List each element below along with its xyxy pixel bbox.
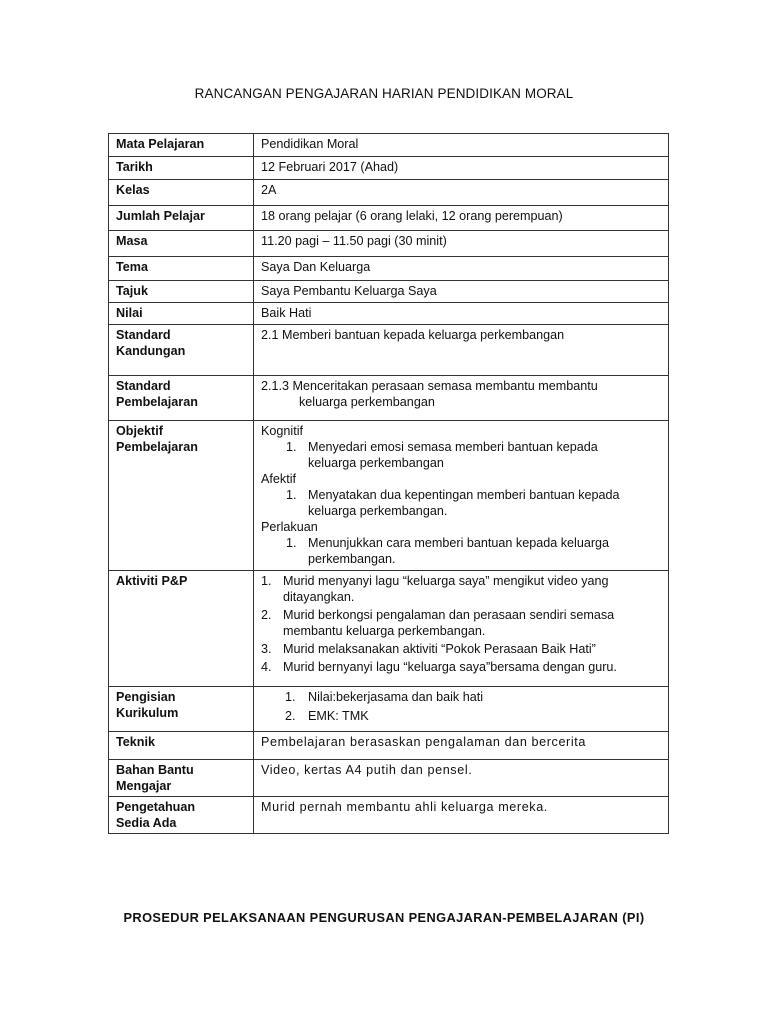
list-item xyxy=(261,659,662,675)
list-text: Murid berkongsi pengalaman dan perasaan sendiri semasa membantu keluarga perkembangan. xyxy=(283,608,615,638)
row-value-standard-pembelajaran xyxy=(254,376,669,421)
label-line: Pembelajaran xyxy=(116,440,198,454)
list-text: Murid bernyanyi lagu “keluarga saya”bersama dengan guru. xyxy=(283,660,617,674)
row-value-bahan: Video, kertas A4 putih dan pensel. xyxy=(254,760,669,797)
list-number: 4. xyxy=(261,660,272,674)
list-number: 1. xyxy=(286,536,297,550)
list-text: Menyatakan dua kepentingan memberi bantuan kepada keluarga perkembangan. xyxy=(308,488,620,518)
row-value-tajuk: Saya Pembantu Keluarga Saya xyxy=(254,281,669,303)
table-row xyxy=(109,732,669,760)
table-row xyxy=(109,134,669,157)
row-value-standard-kandungan: 2.1 Memberi bantuan kepada keluarga perkembangan xyxy=(254,325,669,376)
row-label-tema: Tema xyxy=(109,257,254,281)
list-number: 2. xyxy=(285,709,296,723)
table-row xyxy=(109,421,669,571)
row-label-pengisian xyxy=(109,687,254,732)
table-row xyxy=(109,376,669,421)
row-label-bahan xyxy=(109,760,254,797)
label-line: Standard xyxy=(116,328,171,342)
row-value-masa: 11.20 pagi – 11.50 pagi (30 minit) xyxy=(254,231,669,257)
list-item xyxy=(286,487,662,519)
label-line: Pembelajaran xyxy=(116,395,198,409)
table-row xyxy=(109,206,669,231)
lesson-plan-table xyxy=(108,133,669,834)
section-heading: PROSEDUR PELAKSANAAN PENGURUSAN PENGAJARAN-PEMBELAJARAN (PI) xyxy=(123,910,645,925)
table-row xyxy=(109,760,669,797)
list-text: EMK: TMK xyxy=(308,709,369,723)
row-label-tajuk: Tajuk xyxy=(109,281,254,303)
list-item xyxy=(261,607,662,639)
table-row xyxy=(109,303,669,325)
label-line: Pengetahuan xyxy=(116,800,196,814)
row-value-pengetahuan: Murid pernah membantu ahli keluarga mereka. xyxy=(254,797,669,834)
row-value-tarikh: 12 Februari 2017 (Ahad) xyxy=(254,157,669,180)
list-number: 1. xyxy=(286,440,297,454)
row-label-pengetahuan xyxy=(109,797,254,834)
row-label-standard-pembelajaran xyxy=(109,376,254,421)
label-line: Objektif xyxy=(116,424,163,438)
list-number: 1. xyxy=(286,488,297,502)
list-text: Menunjukkan cara memberi bantuan kepada keluarga perkembangan. xyxy=(308,536,610,566)
value-line: 2.1.3 Menceritakan perasaan semasa membantu membantu xyxy=(261,379,598,393)
row-label-standard-kandungan xyxy=(109,325,254,376)
row-label-tarikh: Tarikh xyxy=(109,157,254,180)
list-item xyxy=(286,439,662,471)
row-label-aktiviti: Aktiviti P&P xyxy=(109,571,254,687)
row-value-teknik: Pembelajaran berasaskan pengalaman dan bercerita xyxy=(254,732,669,760)
label-line: Sedia Ada xyxy=(116,816,177,830)
table-row xyxy=(109,257,669,281)
list-item xyxy=(285,708,662,724)
row-label-nilai: Nilai xyxy=(109,303,254,325)
label-line: Mengajar xyxy=(116,779,172,793)
row-value-kelas: 2A xyxy=(254,180,669,206)
label-line: Kandungan xyxy=(116,344,186,358)
table-row xyxy=(109,571,669,687)
list-text: Nilai:bekerjasama dan baik hati xyxy=(308,690,484,704)
list-text: Murid menyanyi lagu “keluarga saya” mengikut video yang ditayangkan. xyxy=(283,574,609,604)
row-label-jumlah-pelajar: Jumlah Pelajar xyxy=(109,206,254,231)
value-line: keluarga perkembangan xyxy=(299,395,435,409)
table-row xyxy=(109,180,669,206)
row-label-teknik: Teknik xyxy=(109,732,254,760)
label-line: Standard xyxy=(116,379,171,393)
list-item xyxy=(261,573,662,605)
row-label-objektif xyxy=(109,421,254,571)
row-value-tema: Saya Dan Keluarga xyxy=(254,257,669,281)
label-line: Kurikulum xyxy=(116,706,179,720)
table-row xyxy=(109,231,669,257)
row-label-kelas: Kelas xyxy=(109,180,254,206)
document-title: RANCANGAN PENGAJARAN HARIAN PENDIDIKAN MORAL xyxy=(194,86,574,101)
row-value-objektif xyxy=(254,421,669,571)
label-line: Bahan Bantu xyxy=(116,763,194,777)
table-row xyxy=(109,325,669,376)
table-row xyxy=(109,281,669,303)
row-value-mata-pelajaran: Pendidikan Moral xyxy=(254,134,669,157)
objective-heading: Kognitif xyxy=(261,424,304,438)
list-item xyxy=(286,535,662,567)
row-value-nilai: Baik Hati xyxy=(254,303,669,325)
objective-heading: Perlakuan xyxy=(261,520,318,534)
row-value-pengisian xyxy=(254,687,669,732)
row-value-aktiviti xyxy=(254,571,669,687)
list-item xyxy=(285,689,662,705)
list-number: 3. xyxy=(261,642,272,656)
list-text: Menyedari emosi semasa memberi bantuan kepada keluarga perkembangan xyxy=(308,440,598,470)
row-label-masa: Masa xyxy=(109,231,254,257)
row-value-jumlah-pelajar: 18 orang pelajar (6 orang lelaki, 12 orang perempuan) xyxy=(254,206,669,231)
list-item xyxy=(261,641,662,657)
objective-heading: Afektif xyxy=(261,472,296,486)
row-label-mata-pelajaran: Mata Pelajaran xyxy=(109,134,254,157)
label-line: Pengisian xyxy=(116,690,176,704)
table-row xyxy=(109,157,669,180)
list-number: 1. xyxy=(285,690,296,704)
list-number: 2. xyxy=(261,608,272,622)
list-text: Murid melaksanakan aktiviti “Pokok Perasaan Baik Hati” xyxy=(283,642,596,656)
table-row xyxy=(109,687,669,732)
table-row xyxy=(109,797,669,834)
list-number: 1. xyxy=(261,574,272,588)
